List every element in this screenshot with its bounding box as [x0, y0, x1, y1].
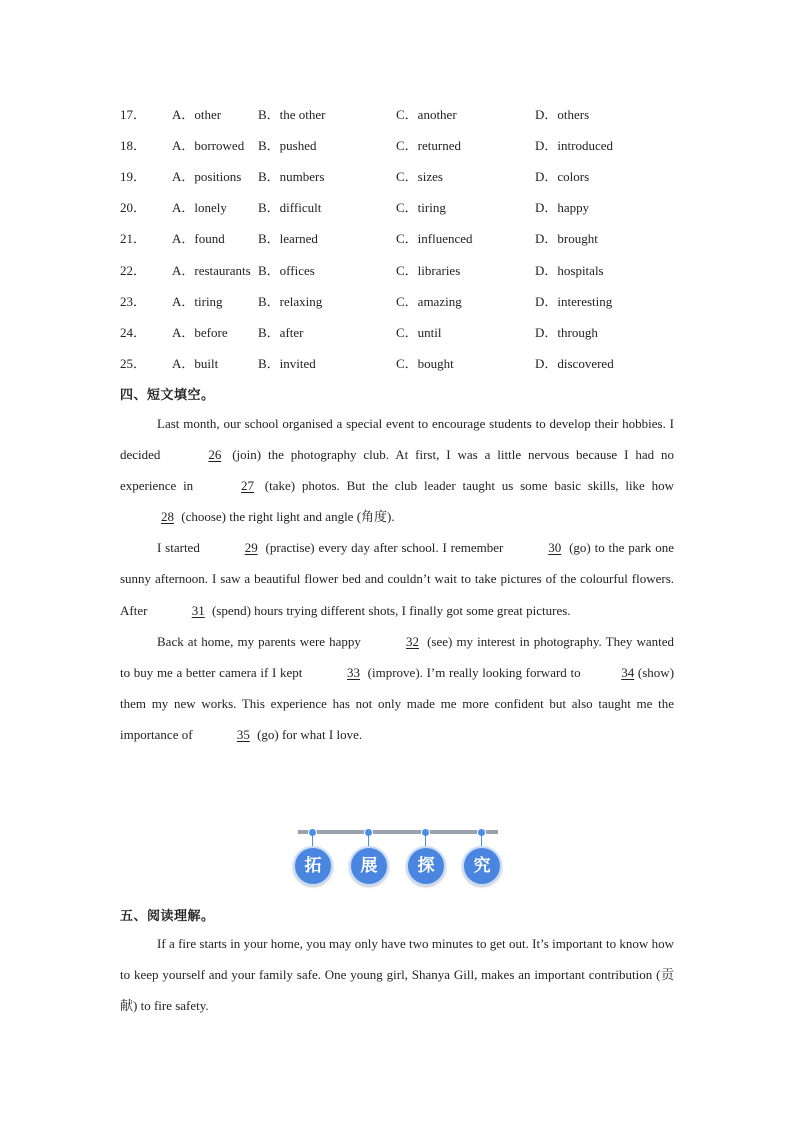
passage-text: Back at home, my parents were happy	[157, 633, 366, 649]
reading-passage	[120, 928, 674, 1021]
option-b: B．learned	[258, 231, 318, 246]
option-b: B．difficult	[258, 200, 322, 215]
option-c: C．another	[396, 107, 457, 122]
option-row	[120, 104, 680, 124]
passage-text: (join) the photography club. At first, I was a little nervous because I had no experience in	[120, 447, 674, 494]
blank-28: 28	[161, 509, 174, 525]
option-d: D．hospitals	[535, 263, 604, 278]
option-d: D．happy	[535, 200, 590, 215]
option-b: B．invited	[258, 356, 316, 371]
option-a: A．tiring	[172, 294, 223, 309]
blank-35: 35	[236, 726, 250, 742]
blank-26: 26	[208, 447, 222, 463]
option-row	[120, 353, 680, 373]
passage-text: (go) for what I love.	[253, 726, 363, 742]
passage-text: (choose) the right light and angle (角度).	[178, 509, 395, 525]
option-a: A．borrowed	[172, 138, 245, 153]
option-c: C．returned	[396, 138, 461, 153]
blank-30: 30	[548, 540, 562, 556]
section-heading: 四、短文填空。	[120, 388, 215, 403]
passage-text: (improve). I’m really looking forward to	[364, 664, 585, 680]
passage-text: I started	[157, 540, 204, 556]
option-b: B．offices	[258, 263, 315, 278]
cloze-passage	[120, 408, 674, 750]
option-b: B．relaxing	[258, 294, 323, 309]
option-row	[120, 197, 680, 217]
passage-text: (take) photos. But the club leader taught us some basic skills, like how	[257, 478, 674, 494]
option-a: A．positions	[172, 169, 242, 184]
blank-31: 31	[191, 602, 205, 618]
question-number: 22．	[120, 263, 147, 278]
option-row	[120, 322, 680, 342]
option-c: C．tiring	[396, 200, 446, 215]
question-number: 20．	[120, 200, 147, 215]
question-number: 19．	[120, 169, 147, 184]
passage-text: (practise) every day after school. I remember	[261, 540, 508, 556]
option-row	[120, 166, 680, 186]
blank-27: 27	[240, 478, 254, 494]
paragraph: If a fire starts in your home, you may only have two minutes to get out. It’s important to know how to keep yourself and your family safe. One young girl, Shanya Gill, makes an important contribution (贡献) to fire safety.	[120, 936, 674, 1014]
option-c: C．bought	[396, 356, 454, 371]
blank-33: 33	[347, 664, 361, 680]
paragraph	[120, 408, 674, 532]
option-a: A．other	[172, 107, 222, 122]
question-number: 21．	[120, 231, 147, 246]
option-c: C．until	[396, 325, 442, 340]
option-b: B．after	[258, 325, 304, 340]
question-number: 24．	[120, 325, 147, 340]
option-d: D．interesting	[535, 294, 613, 309]
blank-32: 32	[406, 633, 420, 649]
section-heading: 五、阅读理解。	[120, 909, 215, 924]
option-c: C．amazing	[396, 294, 462, 309]
paragraph	[120, 532, 674, 625]
option-row	[120, 228, 680, 248]
option-d: D．introduced	[535, 138, 613, 153]
option-row	[120, 291, 680, 311]
option-row	[120, 260, 680, 280]
paragraph	[120, 626, 674, 750]
option-c: C．sizes	[396, 169, 443, 184]
blank-34: 34	[621, 664, 635, 680]
option-d: D．through	[535, 325, 598, 340]
option-row	[120, 135, 680, 155]
banner-char: 展	[349, 846, 389, 886]
passage-text: (spend) hours trying different shots, I finally got some great pictures.	[208, 602, 571, 618]
option-a: A．restaurants	[172, 263, 251, 278]
extension-banner	[292, 826, 502, 886]
banner-bar	[298, 830, 498, 834]
option-a: A．lonely	[172, 200, 227, 215]
banner-char: 究	[462, 846, 502, 886]
banner-char: 探	[406, 846, 446, 886]
question-number: 25．	[120, 356, 147, 371]
option-a: A．before	[172, 325, 228, 340]
option-d: D．discovered	[535, 356, 614, 371]
option-d: D．colors	[535, 169, 590, 184]
passage-text: (show) them my new works. This experience has not only made me more confident but also taught me the importance of	[120, 664, 675, 742]
option-b: B．numbers	[258, 169, 325, 184]
question-number: 17．	[120, 107, 147, 122]
option-b: B．pushed	[258, 138, 317, 153]
passage-text: (see) my interest in photography. They wanted to buy me a better camera if I kept	[120, 633, 674, 680]
option-a: A．found	[172, 231, 225, 246]
option-d: D．others	[535, 107, 590, 122]
passage-text: (go) to the park one sunny afternoon. I saw a beautiful flower bed and couldn’t wait to take pictures of the colourful flowers. After	[120, 540, 675, 618]
option-c: C．libraries	[396, 263, 461, 278]
option-a: A．built	[172, 356, 219, 371]
passage-text: Last month, our school organised a special event to encourage students to develop their hobbies. I decided	[120, 416, 674, 463]
question-number: 18．	[120, 138, 147, 153]
option-b: B．the other	[258, 107, 326, 122]
option-d: D．brought	[535, 231, 598, 246]
banner-char: 拓	[293, 846, 333, 886]
blank-29: 29	[244, 540, 258, 556]
option-c: C．influenced	[396, 231, 473, 246]
question-number: 23．	[120, 294, 147, 309]
